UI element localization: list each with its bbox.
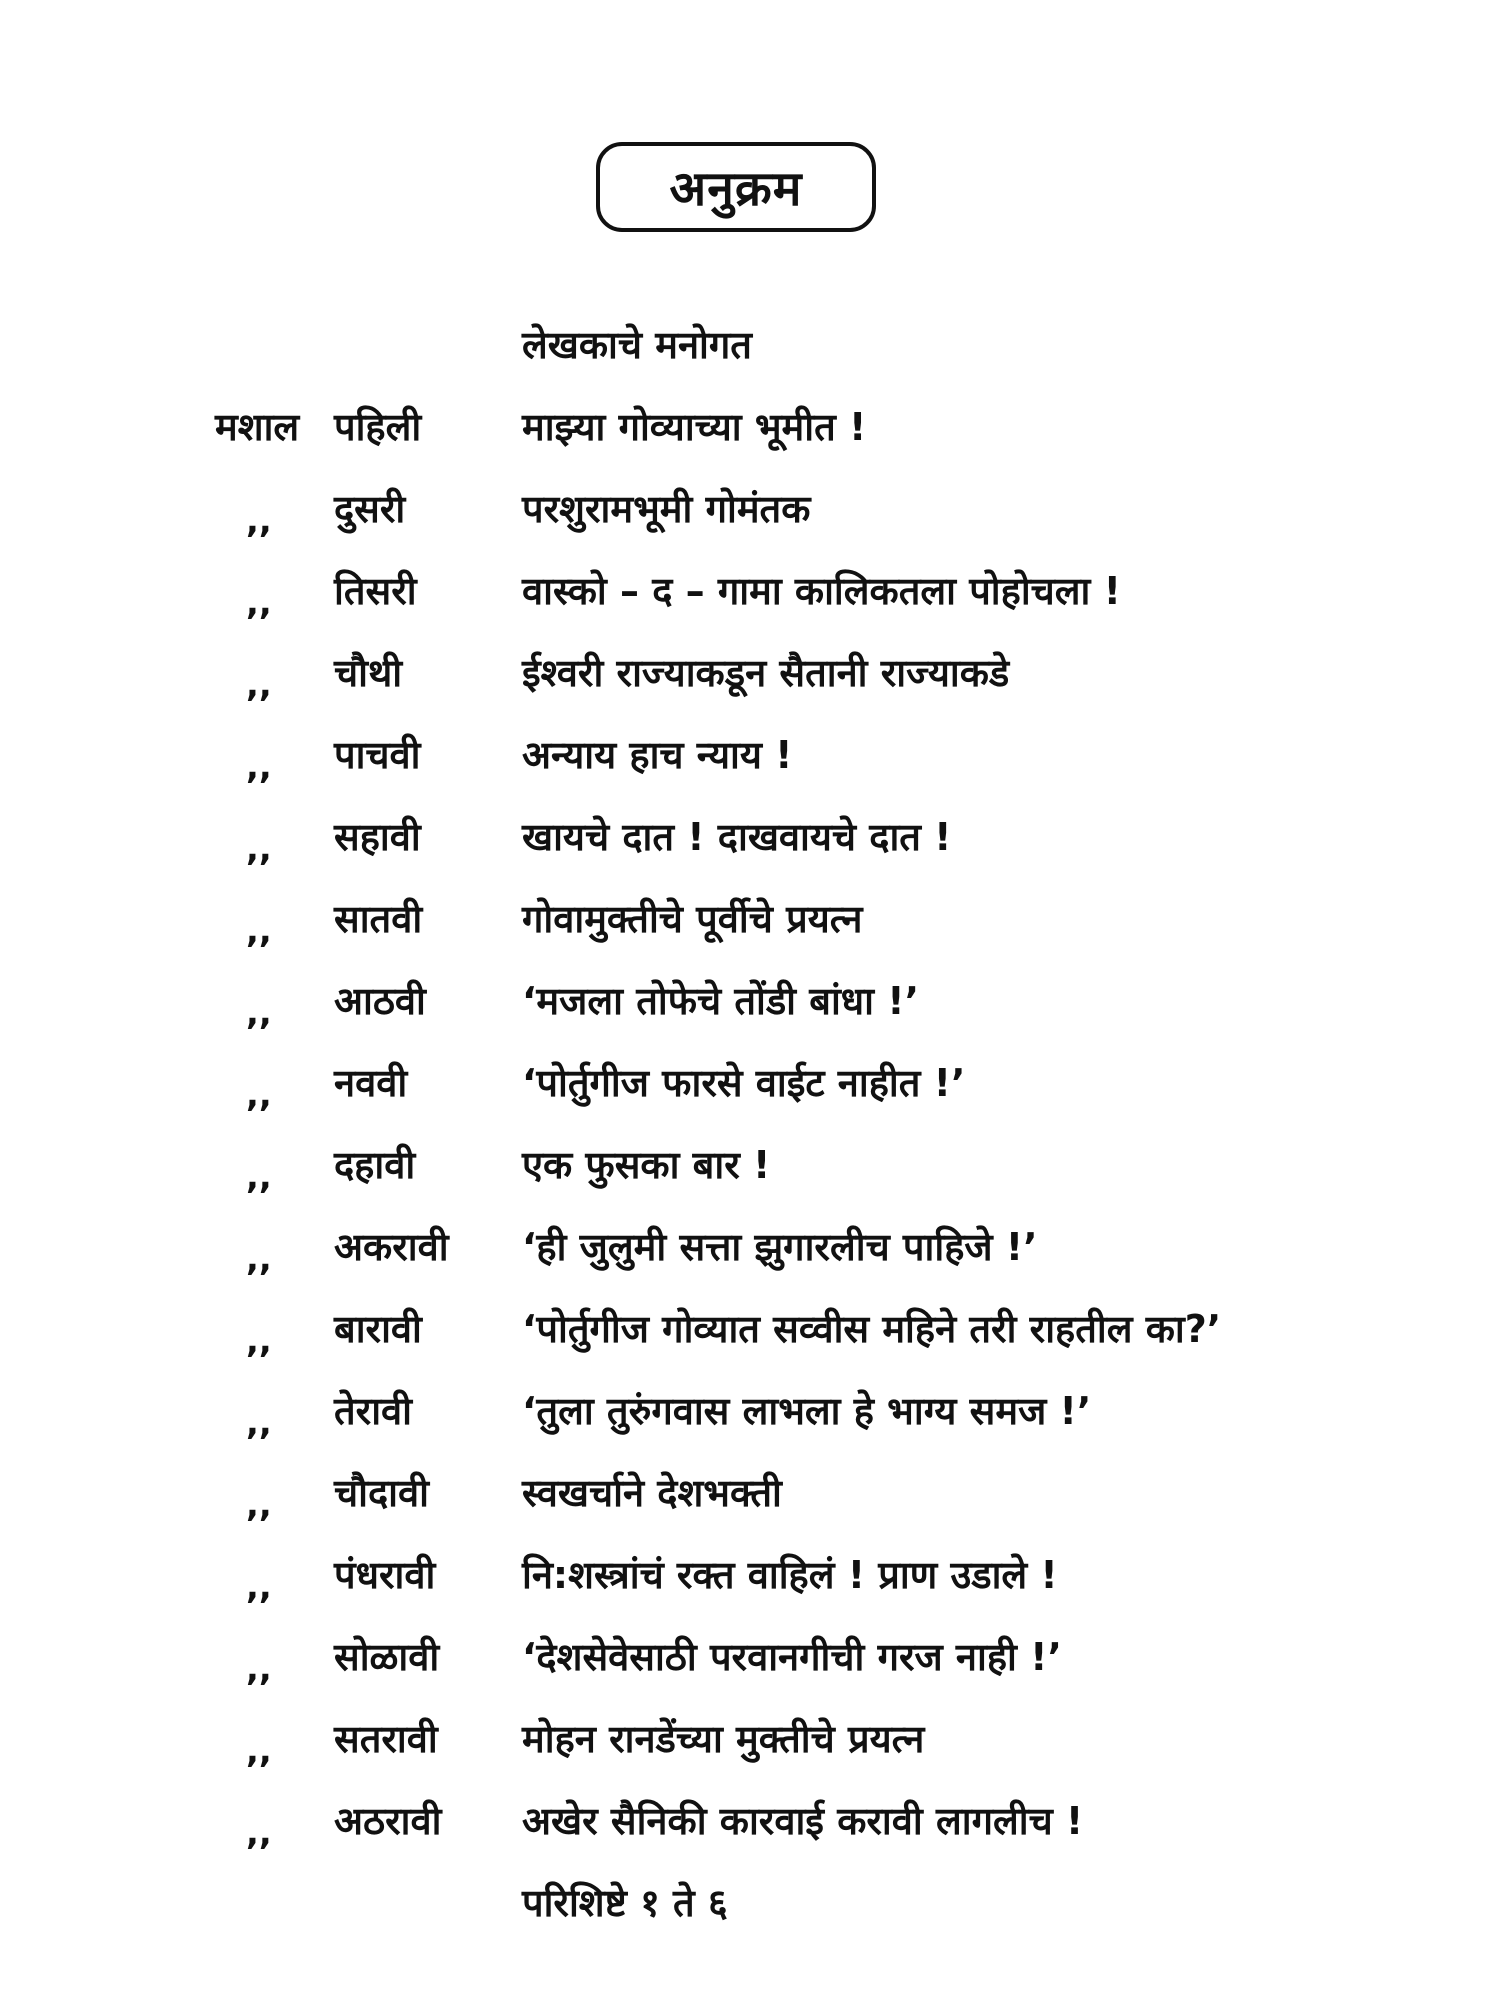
toc-row bbox=[0, 392, 1500, 462]
ditto-mark: ,, bbox=[246, 1649, 272, 1689]
intro-title: लेखकाचे मनोगत bbox=[522, 323, 752, 367]
chapter-ordinal: अकरावी bbox=[334, 1225, 449, 1269]
ditto-mark: ,, bbox=[246, 1485, 272, 1525]
chapter-title: खायचे दात ! दाखवायचे दात ! bbox=[522, 815, 952, 859]
chapter-title: गोवामुक्तीचे पूर्वीचे प्रयत्न bbox=[522, 897, 863, 941]
prefix-label: मशाल bbox=[215, 405, 300, 449]
ditto-mark: ,, bbox=[246, 583, 272, 623]
toc-row bbox=[0, 1786, 1500, 1856]
chapter-title: परशुरामभूमी गोमंतक bbox=[522, 487, 811, 531]
toc-row bbox=[0, 1130, 1500, 1200]
ditto-mark: ,, bbox=[246, 1321, 272, 1361]
chapter-ordinal: बारावी bbox=[334, 1307, 422, 1351]
chapter-ordinal: पंधरावी bbox=[334, 1553, 436, 1597]
chapter-title: अखेर सैनिकी कारवाई करावी लागलीच ! bbox=[522, 1799, 1084, 1843]
chapter-title: ‘तुला तुरुंगवास लाभला हे भाग्य समज !’ bbox=[522, 1389, 1092, 1433]
toc-row bbox=[0, 1704, 1500, 1774]
ditto-mark: ,, bbox=[246, 1403, 272, 1443]
ditto-mark: ,, bbox=[246, 993, 272, 1033]
ditto-mark: ,, bbox=[246, 911, 272, 951]
toc-intro-row bbox=[0, 310, 1500, 380]
toc-heading-box bbox=[596, 142, 876, 232]
toc-row bbox=[0, 966, 1500, 1036]
toc-row bbox=[0, 720, 1500, 790]
chapter-title: नि:शस्त्रांचं रक्त वाहिलं ! प्राण उडाले ! bbox=[522, 1553, 1058, 1597]
chapter-ordinal: पाचवी bbox=[334, 733, 421, 777]
chapter-title: स्वखर्चाने देशभक्ती bbox=[522, 1471, 782, 1515]
chapter-ordinal: चौदावी bbox=[334, 1471, 429, 1515]
chapter-ordinal: चौथी bbox=[334, 651, 403, 695]
toc-row bbox=[0, 474, 1500, 544]
toc-row bbox=[0, 1212, 1500, 1282]
chapter-title: मोहन रानडेंच्या मुक्तीचे प्रयत्न bbox=[522, 1717, 925, 1761]
chapter-title: वास्को – द – गामा कालिकतला पोहोचला ! bbox=[522, 569, 1121, 613]
chapter-title: ‘ही जुलुमी सत्ता झुगारलीच पाहिजे !’ bbox=[522, 1225, 1038, 1269]
toc-row bbox=[0, 1540, 1500, 1610]
chapter-ordinal: दहावी bbox=[334, 1143, 416, 1187]
chapter-ordinal: सातवी bbox=[334, 897, 423, 941]
chapter-ordinal: तिसरी bbox=[334, 569, 417, 613]
toc-row bbox=[0, 1622, 1500, 1692]
ditto-mark: ,, bbox=[246, 501, 272, 541]
chapter-ordinal: आठवी bbox=[334, 979, 426, 1023]
chapter-title: ‘मजला तोफेचे तोंडी बांधा !’ bbox=[522, 979, 920, 1023]
ditto-mark: ,, bbox=[246, 829, 272, 869]
toc-row bbox=[0, 884, 1500, 954]
ditto-mark: ,, bbox=[246, 1731, 272, 1771]
toc-row bbox=[0, 802, 1500, 872]
chapter-ordinal: सोळावी bbox=[334, 1635, 440, 1679]
toc-heading: अनुक्रम bbox=[669, 160, 803, 217]
toc-appendix-row bbox=[0, 1868, 1500, 1938]
toc-row bbox=[0, 556, 1500, 626]
chapter-ordinal: अठरावी bbox=[334, 1799, 442, 1843]
chapter-ordinal: सतरावी bbox=[334, 1717, 438, 1761]
appendix-title: परिशिष्टे १ ते ६ bbox=[522, 1881, 728, 1925]
ditto-mark: ,, bbox=[246, 1075, 272, 1115]
chapter-title: ‘पोर्तुगीज फारसे वाईट नाहीत !’ bbox=[522, 1061, 966, 1105]
toc-row bbox=[0, 1458, 1500, 1528]
ditto-mark: ,, bbox=[246, 1239, 272, 1279]
chapter-ordinal: सहावी bbox=[334, 815, 421, 859]
chapter-title: माझ्या गोव्याच्या भूमीत ! bbox=[522, 405, 867, 449]
ditto-mark: ,, bbox=[246, 665, 272, 705]
ditto-mark: ,, bbox=[246, 1813, 272, 1853]
ditto-mark: ,, bbox=[246, 1567, 272, 1607]
chapter-title: अन्याय हाच न्याय ! bbox=[522, 733, 793, 777]
chapter-ordinal: दुसरी bbox=[334, 487, 406, 531]
toc-row bbox=[0, 1294, 1500, 1364]
chapter-ordinal: नववी bbox=[334, 1061, 408, 1105]
chapter-title: एक फुसका बार ! bbox=[522, 1143, 771, 1187]
toc-row bbox=[0, 1376, 1500, 1446]
chapter-title: ‘पोर्तुगीज गोव्यात सव्वीस महिने तरी राहतील का?’ bbox=[522, 1307, 1222, 1351]
chapter-ordinal: तेरावी bbox=[334, 1389, 413, 1433]
toc-row bbox=[0, 638, 1500, 708]
toc-row bbox=[0, 1048, 1500, 1118]
chapter-ordinal: पहिली bbox=[334, 405, 422, 449]
chapter-title: ‘देशसेवेसाठी परवानगीची गरज नाही !’ bbox=[522, 1635, 1062, 1679]
ditto-mark: ,, bbox=[246, 747, 272, 787]
chapter-title: ईश्वरी राज्याकडून सैतानी राज्याकडे bbox=[522, 651, 1010, 695]
ditto-mark: ,, bbox=[246, 1157, 272, 1197]
